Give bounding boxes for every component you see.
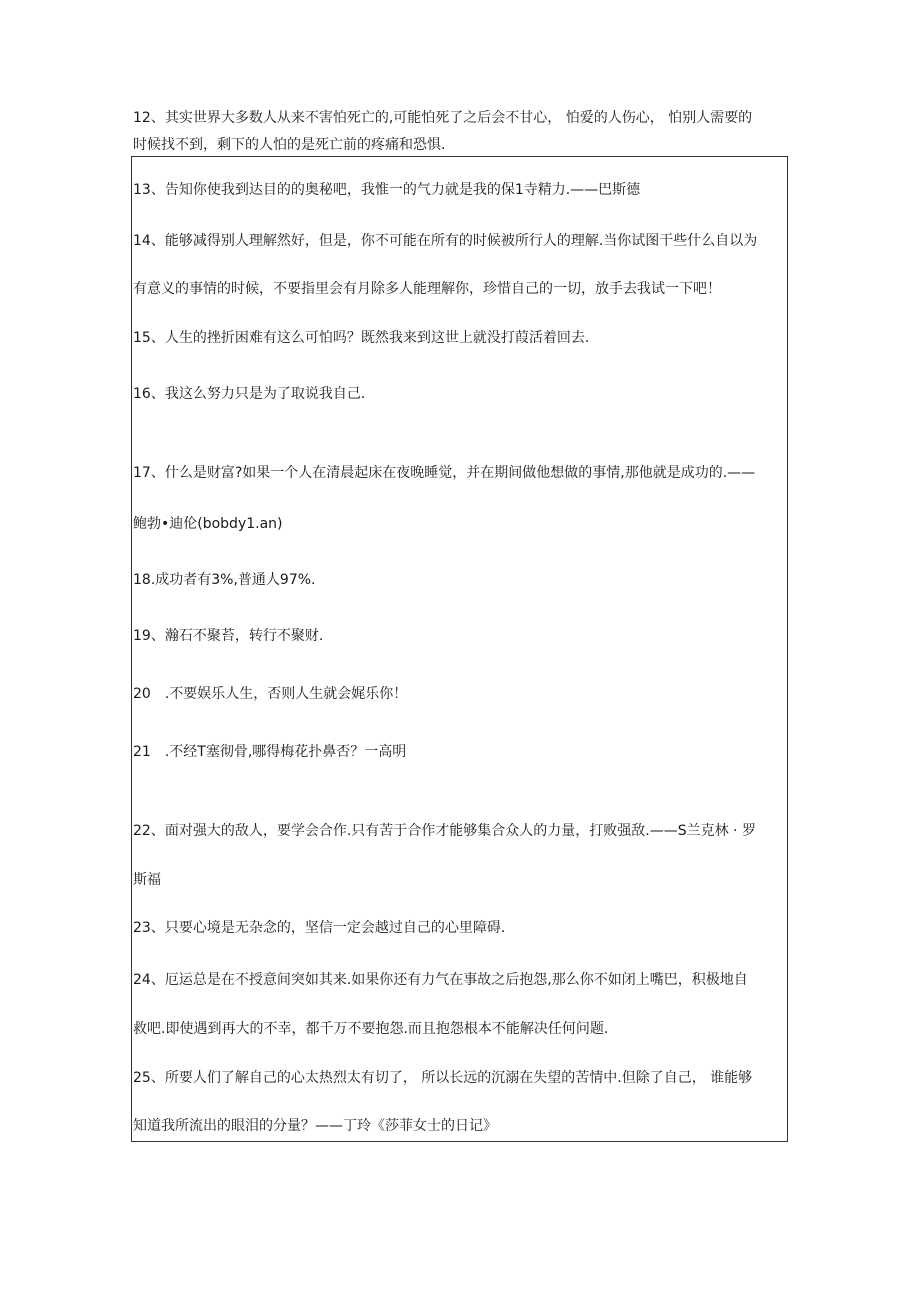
quote-table-frame	[131, 156, 788, 1142]
quote-14-line-2: 有意义的事情的时候，不要指里会有月除多人能理解你，珍惜自己的一切，放手去我试一下吧！	[133, 281, 721, 297]
quote-22-line-2: 斯福	[133, 872, 161, 888]
quote-25-line-2: 知道我所流出的眼泪的分量？——丁玲《莎菲女士的日记》	[133, 1118, 497, 1134]
quote-15: 15、人生的挫折困难有这么可怕吗？既然我来到这世上就没打葭活着回去.	[133, 330, 590, 346]
quote-16: 16、我这么努力只是为了取说我自己.	[133, 386, 366, 402]
quote-20: 20 .不要娱乐人生，否则人生就会娓乐你！	[133, 686, 408, 702]
quote-18: 18.成功者有3%,普通人97%.	[133, 572, 316, 588]
quote-24-line-1: 24、厄运总是在不授意间突如其来.如果你还有力气在事故之后抱怨,那么你不如闭上嘴巴，积极地自	[133, 972, 748, 988]
quote-14-line-1: 14、能够减得别人理解然好，但是，你不可能在所有的时候被所行人的理解.当你试图干些什么自以为	[133, 233, 758, 249]
quote-19: 19、瀚石不聚苔，转行不聚财.	[133, 628, 324, 644]
quote-22-line-1: 22、面对强大的敌人，要学会合作.只有苦于合作才能够集合众人的力量，打败强敌.——S兰克林 · 罗	[133, 823, 756, 839]
quote-17-line-2: 鲍勃•迪伦(bobdy1.an)	[133, 516, 283, 532]
intro-line-2: 时候找不到，剩下的人怕的是死亡前的疼痛和恐惧.	[133, 137, 446, 153]
quote-25-line-1: 25、所要人们了解自己的心太热烈太有切了， 所以长远的沉溺在失望的苦情中.但除了自己， 谁能够	[133, 1070, 753, 1086]
quote-17-line-1: 17、什么是财富?如果一个人在清晨起床在夜晚睡觉，并在期间做他想做的事情,那他就是成功的.——	[133, 465, 756, 481]
quote-21: 21 .不经T塞彻骨,哪得梅花扑鼻否？一高明	[133, 744, 407, 760]
quote-13: 13、告知你使我到达目的的奥秘吧，我惟一的气力就是我的保1寺精力.——巴斯德	[133, 182, 641, 198]
quote-24-line-2: 救吧.即使遇到再大的不幸，都千万不要抱怨.而且抱怨根本不能解决任何问题.	[133, 1021, 609, 1037]
intro-line-1: 12、其实世界大多数人从来不害怕死亡的,可能怕死了之后会不甘心， 怕爱的人伤心， 怕别人需要的	[133, 110, 753, 126]
quote-23: 23、只要心境是无杂念的，坚信一定会越过自己的心里障碍.	[133, 920, 506, 936]
